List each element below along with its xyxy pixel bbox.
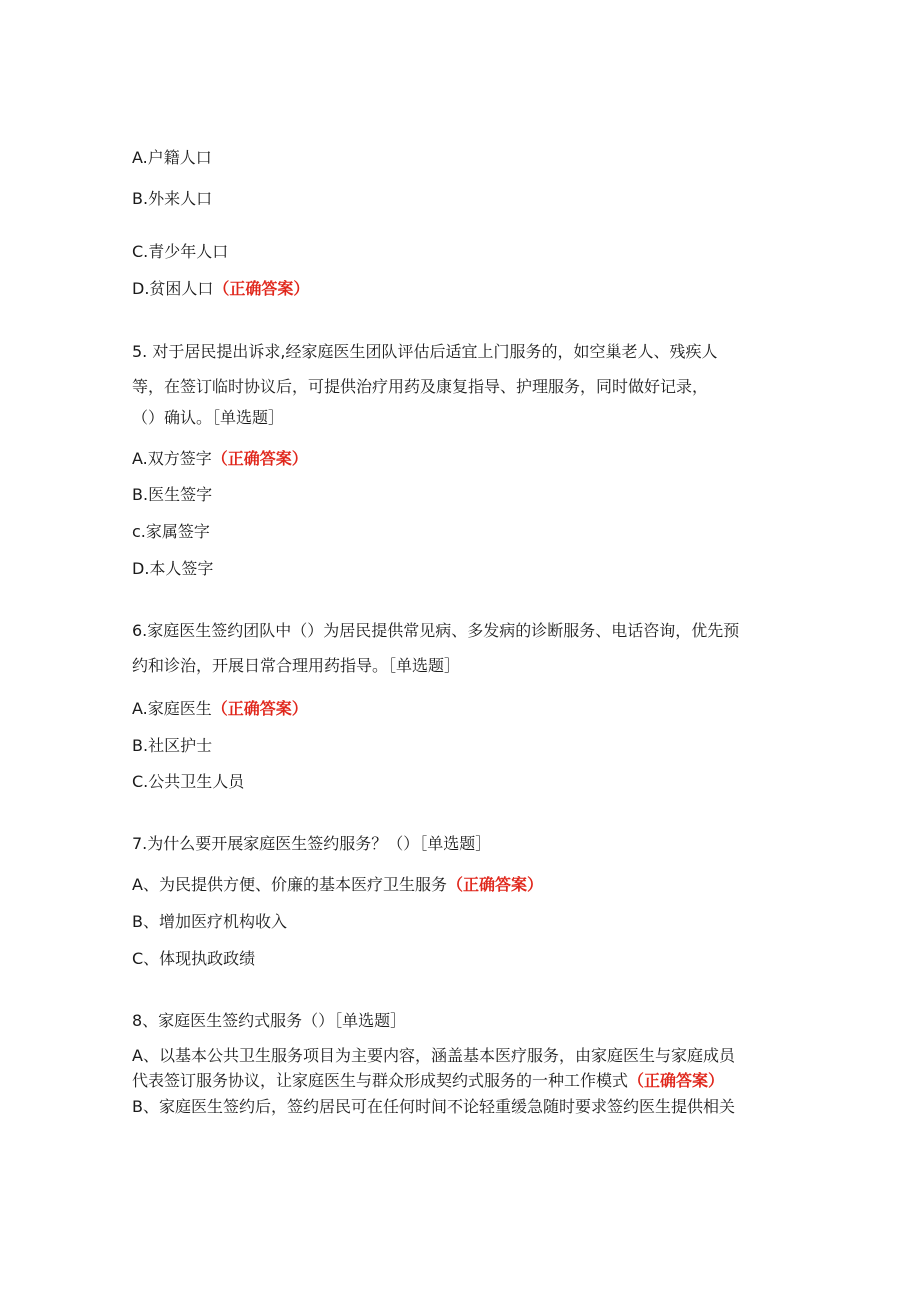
option-8b-line-1: B、家庭医生签约后，签约居民可在任何时间不论轻重缓急随时要求签约医生提供相关	[132, 1097, 735, 1116]
option-8a-line-1: A、以基本公共卫生服务项目为主要内容，涵盖基本医疗服务，由家庭医生与家庭成员	[132, 1046, 735, 1065]
option-4d: D.贫困人口（正确答案）	[132, 279, 310, 298]
question-6-line-2: 约和诊治，开展日常合理用药指导。［单选题］	[132, 656, 461, 675]
correct-answer-tag: （正确答案）	[213, 279, 310, 298]
option-7a: A、为民提供方便、价廉的基本医疗卫生服务（正确答案）	[132, 875, 543, 894]
option-4a: A.户籍人口	[132, 148, 212, 167]
option-6c: C.公共卫生人员	[132, 772, 245, 791]
option-5a: A.双方签字（正确答案）	[132, 449, 308, 468]
option-5b: B.医生签字	[132, 485, 213, 504]
correct-answer-tag: （正确答案）	[211, 449, 308, 468]
option-5c: c.家属签字	[132, 522, 210, 541]
option-4b: B.外来人口	[132, 189, 213, 208]
option-5d: D.本人签字	[132, 559, 214, 578]
option-4c: C.青少年人口	[132, 242, 229, 261]
correct-answer-tag: （正确答案）	[446, 875, 543, 894]
option-7c: C、体现执政政绩	[132, 949, 256, 968]
question-6-line-1: 6.家庭医生签约团队中（）为居民提供常见病、多发病的诊断服务、电话咨询，优先预	[132, 621, 740, 640]
option-6a: A.家庭医生（正确答案）	[132, 699, 308, 718]
question-8: 8、家庭医生签约式服务（）［单选题］	[132, 1011, 407, 1030]
option-8a-line-2: 代表签订服务协议，让家庭医生与群众形成契约式服务的一种工作模式（正确答案）	[132, 1071, 725, 1090]
correct-answer-tag: （正确答案）	[628, 1071, 725, 1090]
option-6b: B.社区护士	[132, 736, 213, 755]
question-5-line-1: 5. 对于居民提出诉求,经家庭医生团队评估后适宜上门服务的，如空巢老人、残疾人	[132, 342, 718, 361]
option-7b: B、增加医疗机构收入	[132, 912, 287, 931]
question-5-line-2: 等，在签订临时协议后，可提供治疗用药及康复指导、护理服务，同时做好记录，	[132, 377, 709, 396]
question-5-line-3: （）确认。［单选题］	[132, 408, 285, 427]
question-7: 7.为什么要开展家庭医生签约服务？（）［单选题］	[132, 834, 492, 853]
correct-answer-tag: （正确答案）	[211, 699, 308, 718]
